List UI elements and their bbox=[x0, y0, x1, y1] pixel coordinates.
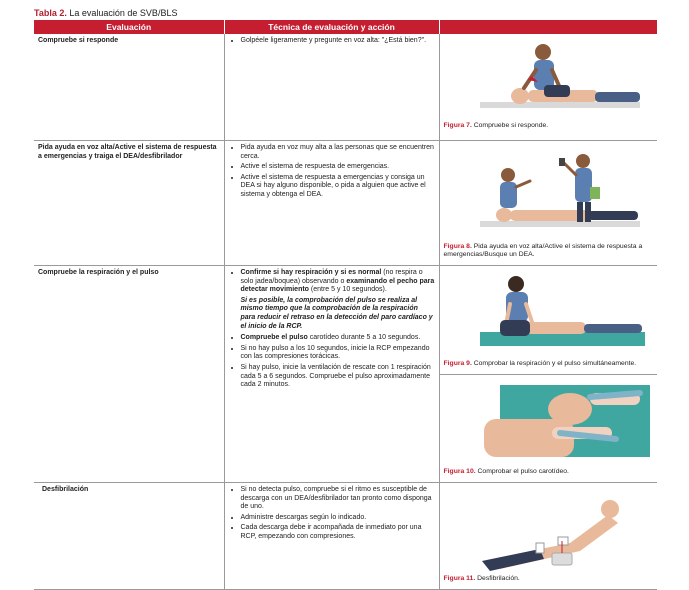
note-text: Si es posible, la comprobación del pulso se realiza al mismo tiempo que la comprobación de la respiración para reducir el retraso en la detección del paro cardíaco y el inicio de la RCP. bbox=[240, 296, 433, 330]
figure-caption: Figura 9. Comprobar la respiración y el pulso simultáneamente. bbox=[443, 360, 637, 367]
defibrillation-illustration bbox=[440, 487, 658, 571]
table-row bbox=[34, 141, 657, 266]
call-for-help-illustration bbox=[440, 147, 658, 239]
table-row bbox=[34, 483, 657, 590]
header-technique: Técnica de evaluación y acción bbox=[224, 20, 439, 34]
eval-cell: Compruebe si responde bbox=[34, 34, 224, 141]
technique-cell bbox=[224, 34, 439, 141]
list-item: • Cada descarga debe ir acompañada de inmediato por una RCP, empezando con compresiones. bbox=[241, 524, 435, 541]
list-item: • Administre descargas según lo indicado. bbox=[241, 514, 435, 523]
list-item: • Si hay pulso, inicie la ventilación de rescate con 1 respiración cada 5 a 6 segundos. Compruebe el pulso aproximadamente cada 2 minutos. bbox=[241, 364, 435, 390]
eval-cell: Compruebe la respiración y el pulso bbox=[34, 266, 224, 483]
check-breathing-pulse-illustration bbox=[440, 270, 658, 354]
list-item: • Compruebe el pulso carotídeo durante 5 a 10 segundos. bbox=[241, 334, 435, 343]
table-title bbox=[34, 6, 657, 20]
figure-cell bbox=[439, 266, 657, 483]
table-title-text: La evaluación de SVB/BLS bbox=[69, 8, 178, 18]
list-item: • Si no detecta pulso, compruebe si el ritmo es susceptible de descarga con un DEA/desfibrilador tan pronto como disponga de uno. bbox=[241, 486, 435, 512]
technique-cell bbox=[224, 141, 439, 266]
list-item: • Golpéele ligeramente y pregunte en voz alta: "¿Está bien?". bbox=[241, 37, 435, 46]
list-item: • Active el sistema de respuesta a emergencias y consiga un DEA si hay alguno disponible, o pida a alguien que active el sistema y obtenga el DEA. bbox=[241, 174, 435, 200]
eval-cell: Pida ayuda en voz alta/Active el sistema de respuesta a emergencias y traiga el DEA/desfibrilador bbox=[34, 141, 224, 266]
figure-caption: Figura 11. Desfibrilación. bbox=[443, 575, 520, 582]
table-header-row bbox=[34, 20, 657, 34]
table-row bbox=[34, 34, 657, 141]
bls-assessment-table bbox=[34, 20, 657, 590]
eval-cell: Desfibrilación bbox=[34, 483, 224, 590]
technique-cell bbox=[224, 266, 439, 483]
figure-caption: Figura 8. Pida ayuda en voz alta/Active el sistema de respuesta a emergencias/Busque un DEA. bbox=[443, 243, 643, 258]
header-figure bbox=[439, 20, 657, 34]
figure-cell bbox=[439, 141, 657, 266]
figure-cell bbox=[439, 483, 657, 590]
list-item: • Pida ayuda en voz muy alta a las personas que se encuentren cerca. bbox=[241, 144, 435, 161]
figure-cell bbox=[439, 34, 657, 141]
figure-caption: Figura 10. Comprobar el pulso carotídeo. bbox=[443, 468, 569, 475]
document-page bbox=[34, 6, 657, 590]
table-row bbox=[34, 266, 657, 483]
list-item: • Active el sistema de respuesta de emergencias. bbox=[241, 163, 435, 172]
check-response-illustration bbox=[440, 40, 658, 122]
list-item: • Confirme si hay respiración y si es normal (no respira o solo jadea/boquea) observando o examinando el pecho para detectar movimiento (entre 5 y 10 segundos). bbox=[241, 269, 435, 295]
figure-caption: Figura 7. Compruebe si responde. bbox=[443, 122, 549, 129]
carotid-pulse-illustration bbox=[440, 379, 658, 463]
technique-cell bbox=[224, 483, 439, 590]
table-label: Tabla 2. bbox=[34, 8, 67, 18]
list-item: • Si no hay pulso a los 10 segundos, inicie la RCP empezando con las compresiones torácicas. bbox=[241, 345, 435, 362]
header-evaluation: Evaluación bbox=[34, 20, 224, 34]
